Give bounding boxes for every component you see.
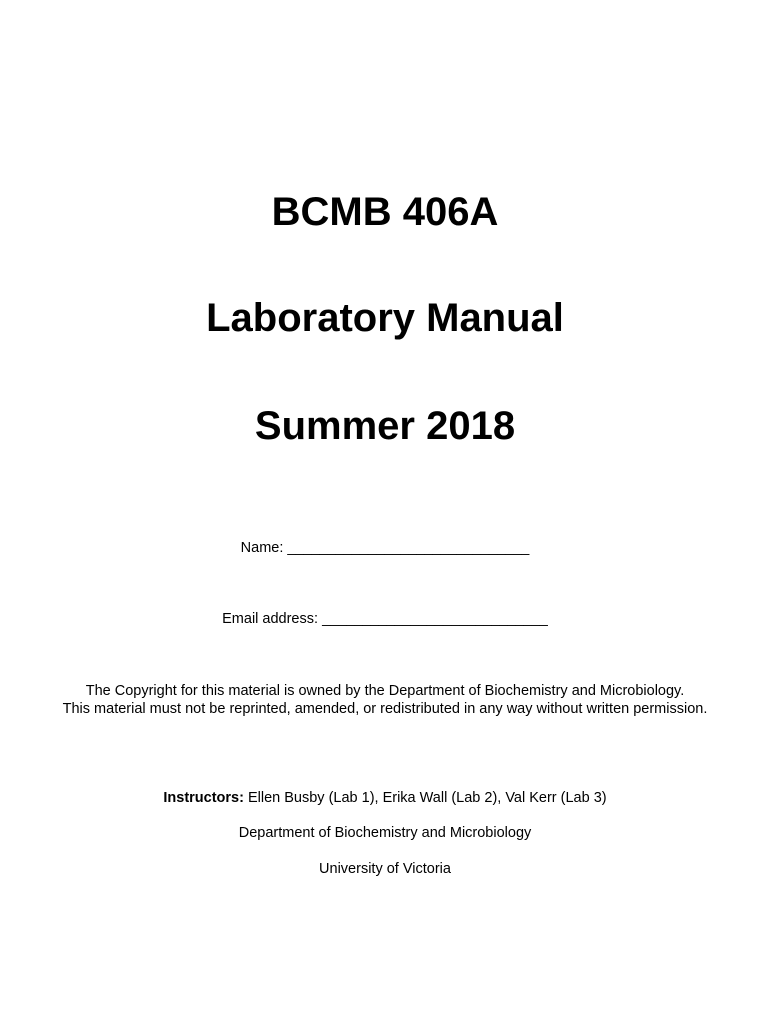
term-title: Summer 2018	[254, 404, 516, 448]
name-label: Name:	[240, 540, 284, 556]
manual-title: Laboratory Manual	[206, 296, 564, 340]
instructors-label: Instructors:	[163, 790, 244, 806]
email-blank[interactable]: ____________________________	[322, 611, 548, 627]
instructors-names: Ellen Busby (Lab 1), Erika Wall (Lab 2), Val Kerr (Lab 3)	[247, 790, 607, 806]
university-name: University of Victoria	[319, 861, 451, 877]
name-blank[interactable]: ______________________________	[287, 540, 530, 556]
copyright-line-1: The Copyright for this material is owned by the Department of Biochemistry and Microbiology.	[85, 683, 685, 699]
course-title: BCMB 406A	[271, 190, 499, 234]
instructors-line	[0, 791, 770, 806]
copyright-line-2: This material must not be reprinted, amended, or redistributed in any way without written permission.	[62, 701, 708, 717]
name-field	[0, 541, 770, 556]
email-field	[0, 612, 770, 627]
email-label: Email address:	[222, 611, 319, 627]
department-name: Department of Biochemistry and Microbiology	[238, 825, 532, 841]
